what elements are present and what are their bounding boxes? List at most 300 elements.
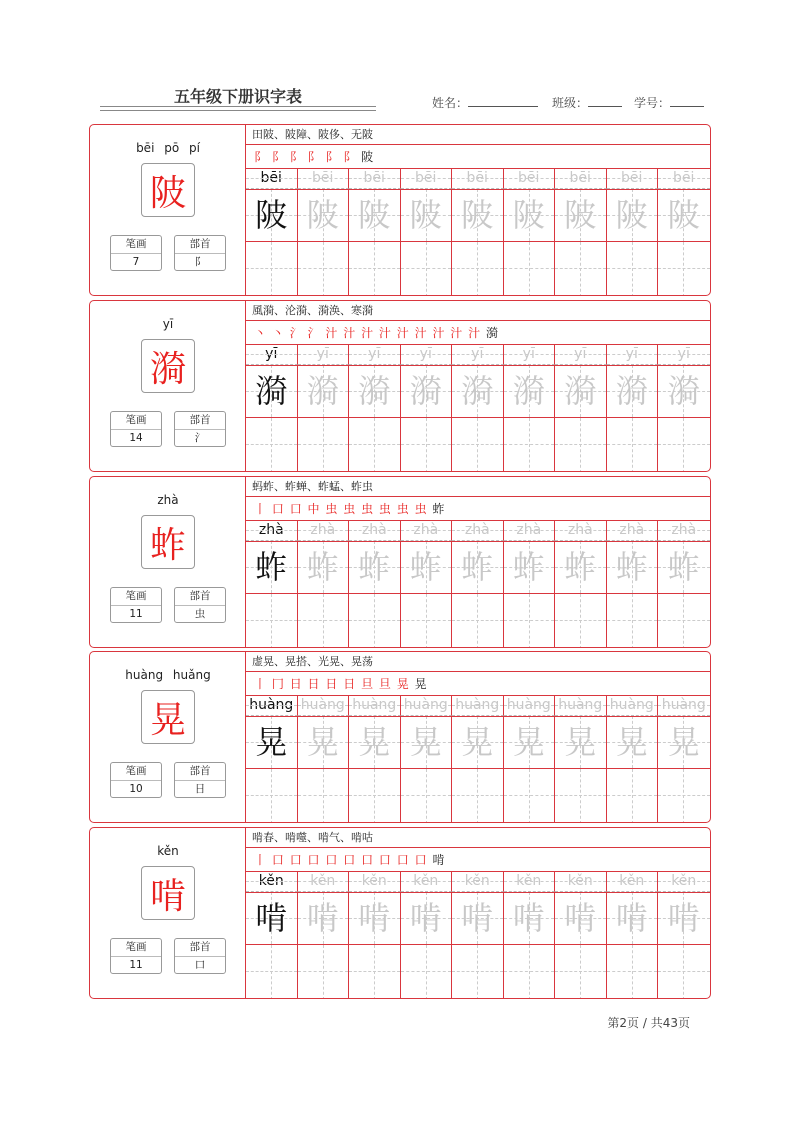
pinyin-text: huàng — [455, 697, 500, 713]
tracing-cell[interactable] — [504, 716, 556, 768]
pinyin-text: bēi — [673, 170, 695, 186]
tracing-cell[interactable] — [349, 541, 401, 593]
example-words: 蚂蚱、蚱蝉、蚱蜢、蚱虫 — [246, 477, 711, 497]
tracing-cell[interactable] — [298, 541, 350, 593]
tracing-character: 漪 — [564, 372, 597, 410]
grid-guide-v — [477, 769, 478, 823]
radical-box — [174, 587, 226, 623]
name-blank[interactable] — [468, 94, 538, 107]
tracing-cell[interactable] — [555, 365, 607, 417]
student-id-field[interactable] — [634, 94, 704, 111]
stroke-step: 晃 — [396, 677, 410, 691]
tracing-cell[interactable] — [555, 892, 607, 944]
tracing-character: 漪 — [512, 372, 545, 410]
tracing-cell[interactable] — [607, 541, 659, 593]
tracing-cell[interactable] — [607, 189, 659, 241]
tracing-cell[interactable] — [452, 541, 504, 593]
pinyin-cell[interactable] — [246, 872, 298, 892]
example-words: 風漪、沦漪、漪涣、寒漪 — [246, 301, 711, 321]
stroke-step: 虫 — [378, 502, 392, 516]
tracing-character: 蚱 — [409, 548, 442, 586]
writing-cell[interactable] — [504, 944, 556, 999]
pinyin-guide — [658, 881, 710, 882]
pinyin-text: yī — [265, 346, 278, 362]
pinyin-cell[interactable] — [298, 521, 350, 541]
stroke-step: 日 — [307, 677, 321, 691]
tracing-character: 啃 — [461, 899, 494, 937]
practice-grid — [246, 652, 711, 822]
pinyin-guide — [607, 178, 658, 179]
pinyin-cell[interactable] — [401, 169, 453, 189]
writing-cell[interactable] — [452, 241, 504, 296]
grid-guide-v — [580, 769, 581, 823]
pinyin-cell[interactable] — [504, 696, 556, 716]
stroke-count-value: 11 — [129, 959, 143, 971]
pinyin-cell[interactable] — [607, 696, 659, 716]
stroke-step: 虫 — [361, 502, 375, 516]
pinyin-cell[interactable] — [555, 521, 607, 541]
character-info-panel — [90, 477, 246, 647]
pinyin-cell[interactable] — [298, 345, 350, 365]
writing-cell[interactable] — [658, 417, 710, 472]
writing-cell[interactable] — [452, 593, 504, 648]
tracing-cell[interactable] — [401, 716, 453, 768]
stroke-step: 丶 — [271, 326, 285, 340]
pinyin-cell[interactable] — [298, 169, 350, 189]
tracing-cell[interactable] — [607, 365, 659, 417]
tracing-cell[interactable] — [658, 541, 710, 593]
tracing-cell[interactable] — [658, 365, 710, 417]
writing-cell[interactable] — [452, 944, 504, 999]
tracing-character: 陂 — [461, 196, 494, 234]
tracing-character: 陂 — [358, 196, 391, 234]
pinyin-cell[interactable] — [401, 521, 453, 541]
page-indicator: 第2页 / 共43页 — [607, 1016, 690, 1030]
tracing-cell[interactable] — [504, 189, 556, 241]
grid-guide-v — [529, 242, 530, 296]
pinyin-cell[interactable] — [658, 696, 710, 716]
pinyin-cell[interactable] — [452, 345, 504, 365]
stroke-step: 日 — [289, 677, 303, 691]
pinyin-text: zhà — [258, 522, 284, 538]
tracing-cell[interactable] — [298, 189, 350, 241]
writing-cell[interactable] — [298, 417, 350, 472]
stroke-step: 阝 — [343, 150, 357, 164]
pinyin-guide — [658, 530, 710, 531]
stroke-step: 口 — [289, 502, 303, 516]
pinyin-text: zhà — [516, 522, 542, 538]
pinyin-cell[interactable] — [349, 345, 401, 365]
stroke-order — [246, 497, 711, 521]
stroke-step: 口 — [414, 853, 428, 867]
tracing-cell[interactable] — [349, 365, 401, 417]
class-blank[interactable] — [588, 94, 622, 107]
tracing-cell[interactable] — [401, 541, 453, 593]
student-id-blank[interactable] — [670, 94, 704, 107]
pinyin-cell[interactable] — [452, 696, 504, 716]
pinyin-cell[interactable] — [401, 345, 453, 365]
pinyin-cell[interactable] — [555, 696, 607, 716]
pinyin-guide — [401, 354, 452, 355]
tracing-character: 陂 — [409, 196, 442, 234]
writing-cell[interactable] — [452, 417, 504, 472]
stroke-count-value: 10 — [129, 783, 143, 795]
writing-cell[interactable] — [555, 241, 607, 296]
writing-cell[interactable] — [504, 417, 556, 472]
worksheet-header — [0, 0, 800, 120]
pinyin-cell[interactable] — [658, 521, 710, 541]
pinyin-text: huàng — [558, 697, 603, 713]
writing-cell[interactable] — [607, 241, 659, 296]
writing-cell[interactable] — [607, 593, 659, 648]
tracing-character: 漪 — [358, 372, 391, 410]
tracing-cell[interactable] — [246, 716, 298, 768]
stroke-step: 日 — [325, 677, 339, 691]
tracing-cell[interactable] — [246, 365, 298, 417]
radical-box — [174, 762, 226, 798]
stroke-count-label: 笔画 — [111, 763, 161, 781]
pinyin-cell[interactable] — [607, 521, 659, 541]
character-info-panel — [90, 652, 246, 822]
writing-cell[interactable] — [298, 593, 350, 648]
stroke-step: 虫 — [414, 502, 428, 516]
writing-cell[interactable] — [246, 944, 298, 999]
pinyin-cell[interactable] — [555, 169, 607, 189]
stroke-count-value: 11 — [129, 608, 143, 620]
pinyin-cell[interactable] — [349, 872, 401, 892]
pinyin-guide — [555, 354, 606, 355]
tracing-character: 晃 — [615, 723, 648, 761]
writing-cell[interactable] — [401, 593, 453, 648]
writing-cell[interactable] — [349, 241, 401, 296]
pinyin-cell[interactable] — [658, 345, 710, 365]
writing-cell[interactable] — [504, 768, 556, 823]
class-field[interactable] — [552, 94, 622, 111]
tracing-cell[interactable] — [246, 189, 298, 241]
tracing-character: 晃 — [358, 723, 391, 761]
character-pinyin: yī — [162, 317, 174, 331]
pinyin-cell[interactable] — [452, 169, 504, 189]
stroke-step: 氵 — [307, 326, 321, 340]
tracing-cell[interactable] — [452, 892, 504, 944]
tracing-cell[interactable] — [452, 716, 504, 768]
class-label: 班级： — [552, 96, 589, 110]
tracing-character: 漪 — [615, 372, 648, 410]
character-info-panel — [90, 125, 246, 295]
tracing-cell[interactable] — [298, 892, 350, 944]
tracing-cell[interactable] — [349, 892, 401, 944]
writing-cell[interactable] — [658, 241, 710, 296]
tracing-character: 漪 — [409, 372, 442, 410]
pinyin-cell[interactable] — [504, 345, 556, 365]
writing-cell[interactable] — [401, 417, 453, 472]
pinyin-guide — [401, 881, 452, 882]
pinyin-cell[interactable] — [246, 696, 298, 716]
pinyin-cell[interactable] — [298, 872, 350, 892]
practice-grid — [246, 477, 711, 647]
stroke-step: 汁 — [361, 326, 375, 340]
writing-cell[interactable] — [658, 593, 710, 648]
writing-cell[interactable] — [246, 241, 298, 296]
pinyin-cell[interactable] — [504, 169, 556, 189]
writing-cell[interactable] — [504, 593, 556, 648]
stroke-count-box — [110, 938, 162, 974]
character-pinyin: kěn — [157, 844, 179, 858]
tracing-cell[interactable] — [298, 365, 350, 417]
pinyin-text: yī — [419, 346, 432, 362]
stroke-order — [246, 672, 711, 696]
pinyin-guide — [452, 178, 503, 179]
tracing-character: 蚱 — [615, 548, 648, 586]
writing-cell[interactable] — [298, 768, 350, 823]
grid-divider — [246, 716, 711, 717]
writing-cell[interactable] — [555, 768, 607, 823]
character-display: 漪 — [141, 339, 195, 393]
pinyin-text: bēi — [621, 170, 643, 186]
tracing-cell[interactable] — [504, 892, 556, 944]
pinyin-cell[interactable] — [504, 872, 556, 892]
pinyin-cell[interactable] — [607, 872, 659, 892]
writing-cell[interactable] — [349, 417, 401, 472]
stroke-step: 漪 — [485, 326, 499, 340]
pinyin-cell[interactable] — [401, 696, 453, 716]
pinyin-cell[interactable] — [452, 872, 504, 892]
tracing-character: 啃 — [667, 899, 700, 937]
writing-cell[interactable] — [349, 944, 401, 999]
stroke-step: 丨 — [254, 853, 268, 867]
pinyin-cell[interactable] — [555, 872, 607, 892]
pinyin-cell[interactable] — [349, 169, 401, 189]
pinyin-text: bēi — [260, 170, 282, 186]
pinyin-text: zhà — [567, 522, 593, 538]
tracing-character: 漪 — [255, 372, 288, 410]
pinyin-cell[interactable] — [607, 169, 659, 189]
stroke-step: 口 — [271, 853, 285, 867]
tracing-character: 陂 — [667, 196, 700, 234]
pinyin-guide — [504, 705, 555, 706]
grid-guide-v — [529, 594, 530, 648]
radical-box — [174, 938, 226, 974]
writing-cell[interactable] — [607, 417, 659, 472]
stroke-step: 旦 — [361, 677, 375, 691]
tracing-cell[interactable] — [246, 892, 298, 944]
grid-guide-v — [580, 418, 581, 472]
tracing-cell[interactable] — [607, 716, 659, 768]
grid-divider — [246, 189, 711, 190]
pinyin-text: yī — [574, 346, 587, 362]
tracing-character: 陂 — [306, 196, 339, 234]
pinyin-guide — [607, 354, 658, 355]
tracing-cell[interactable] — [401, 365, 453, 417]
title-underline — [100, 106, 376, 111]
writing-cell[interactable] — [246, 768, 298, 823]
stroke-step: 晃 — [414, 677, 428, 691]
character-display: 蚱 — [141, 515, 195, 569]
writing-cell[interactable] — [349, 593, 401, 648]
pinyin-cell[interactable] — [401, 872, 453, 892]
stroke-step: 丶 — [254, 326, 268, 340]
tracing-character: 蚱 — [667, 548, 700, 586]
pinyin-guide — [246, 705, 297, 706]
pinyin-guide — [555, 530, 606, 531]
stroke-step: 口 — [289, 853, 303, 867]
tracing-character: 陂 — [255, 196, 288, 234]
writing-cell[interactable] — [401, 944, 453, 999]
pinyin-guide — [349, 354, 400, 355]
pinyin-guide — [452, 530, 503, 531]
pinyin-cell[interactable] — [555, 345, 607, 365]
pinyin-text: kěn — [258, 873, 284, 889]
stroke-step: 口 — [271, 502, 285, 516]
grid-guide-v — [632, 769, 633, 823]
pinyin-cell[interactable] — [658, 169, 710, 189]
radical-box — [174, 235, 226, 271]
writing-cell[interactable] — [401, 768, 453, 823]
writing-cell[interactable] — [349, 768, 401, 823]
tracing-cell[interactable] — [504, 365, 556, 417]
stroke-count-box — [110, 235, 162, 271]
pinyin-cell[interactable] — [658, 872, 710, 892]
tracing-character: 啃 — [358, 899, 391, 937]
grid-guide-v — [426, 769, 427, 823]
stroke-step: 汁 — [450, 326, 464, 340]
grid-guide-v — [580, 594, 581, 648]
tracing-cell[interactable] — [349, 716, 401, 768]
radical-value: 氵 — [194, 432, 206, 444]
stroke-step: 汁 — [378, 326, 392, 340]
tracing-cell[interactable] — [401, 892, 453, 944]
pinyin-guide — [555, 881, 606, 882]
pinyin-text: bēi — [569, 170, 591, 186]
grid-guide-v — [683, 594, 684, 648]
radical-label: 部首 — [175, 412, 225, 430]
stroke-count-label: 笔画 — [111, 588, 161, 606]
writing-cell[interactable] — [658, 944, 710, 999]
tracing-character: 蚱 — [461, 548, 494, 586]
writing-cell[interactable] — [401, 241, 453, 296]
grid-guide-v — [374, 242, 375, 296]
pinyin-text: huàng — [506, 697, 551, 713]
grid-guide-v — [683, 945, 684, 999]
stroke-step: 口 — [307, 853, 321, 867]
example-words: 啃春、啃噬、啃气、啃咕 — [246, 828, 711, 848]
grid-guide-v — [426, 594, 427, 648]
tracing-cell[interactable] — [607, 892, 659, 944]
pinyin-guide — [504, 354, 555, 355]
stroke-step: 阝 — [325, 150, 339, 164]
tracing-cell[interactable] — [555, 541, 607, 593]
grid-guide-v — [323, 242, 324, 296]
grid-guide-v — [323, 945, 324, 999]
tracing-cell[interactable] — [658, 189, 710, 241]
writing-cell[interactable] — [246, 417, 298, 472]
tracing-cell[interactable] — [555, 189, 607, 241]
stroke-step: 氵 — [289, 326, 303, 340]
writing-cell[interactable] — [658, 768, 710, 823]
pinyin-cell[interactable] — [504, 521, 556, 541]
pinyin-cell[interactable] — [349, 521, 401, 541]
character-info-panel — [90, 828, 246, 998]
stroke-step: 汁 — [343, 326, 357, 340]
writing-cell[interactable] — [298, 241, 350, 296]
name-field[interactable] — [432, 94, 538, 111]
stroke-step: 汁 — [325, 326, 339, 340]
grid-guide-v — [323, 594, 324, 648]
pinyin-cell[interactable] — [607, 345, 659, 365]
pinyin-text: bēi — [312, 170, 334, 186]
pinyin-text: huàng — [403, 697, 448, 713]
grid-guide-v — [632, 594, 633, 648]
tracing-character: 晃 — [255, 723, 288, 761]
tracing-cell[interactable] — [658, 716, 710, 768]
tracing-cell[interactable] — [452, 365, 504, 417]
tracing-cell[interactable] — [555, 716, 607, 768]
pinyin-text: huàng — [609, 697, 654, 713]
writing-cell[interactable] — [246, 593, 298, 648]
pinyin-cell[interactable] — [246, 345, 298, 365]
tracing-cell[interactable] — [452, 189, 504, 241]
writing-cell[interactable] — [607, 944, 659, 999]
pinyin-text: bēi — [466, 170, 488, 186]
pinyin-guide — [401, 178, 452, 179]
pinyin-text: huàng — [661, 697, 706, 713]
radical-label: 部首 — [175, 236, 225, 254]
stroke-order — [246, 848, 711, 872]
tracing-character: 蚱 — [306, 548, 339, 586]
pinyin-guide — [555, 178, 606, 179]
pinyin-text: yī — [522, 346, 535, 362]
pinyin-guide — [658, 705, 710, 706]
writing-cell[interactable] — [607, 768, 659, 823]
grid-guide-v — [271, 242, 272, 296]
character-info-panel — [90, 301, 246, 471]
tracing-cell[interactable] — [298, 716, 350, 768]
grid-guide-v — [477, 418, 478, 472]
radical-value: 阝 — [194, 256, 206, 268]
tracing-character: 漪 — [461, 372, 494, 410]
writing-cell[interactable] — [555, 417, 607, 472]
pinyin-guide — [246, 178, 297, 179]
writing-cell[interactable] — [504, 241, 556, 296]
tracing-cell[interactable] — [658, 892, 710, 944]
grid-guide-v — [374, 945, 375, 999]
pinyin-cell[interactable] — [246, 521, 298, 541]
tracing-character: 晃 — [512, 723, 545, 761]
tracing-cell[interactable] — [349, 189, 401, 241]
tracing-cell[interactable] — [401, 189, 453, 241]
grid-guide-v — [374, 769, 375, 823]
pinyin-cell[interactable] — [452, 521, 504, 541]
writing-cell[interactable] — [452, 768, 504, 823]
stroke-step: 日 — [343, 677, 357, 691]
stroke-count-box — [110, 411, 162, 447]
writing-cell[interactable] — [555, 944, 607, 999]
writing-cell[interactable] — [555, 593, 607, 648]
pinyin-cell[interactable] — [246, 169, 298, 189]
pinyin-text: kěn — [361, 873, 387, 889]
pinyin-text: kěn — [464, 873, 490, 889]
stroke-order — [246, 321, 711, 345]
character-display: 啃 — [141, 866, 195, 920]
pinyin-cell[interactable] — [349, 696, 401, 716]
pinyin-cell[interactable] — [298, 696, 350, 716]
pinyin-text: zhà — [464, 522, 490, 538]
tracing-cell[interactable] — [246, 541, 298, 593]
pinyin-text: zhà — [671, 522, 697, 538]
tracing-cell[interactable] — [504, 541, 556, 593]
writing-cell[interactable] — [298, 944, 350, 999]
tracing-character: 晃 — [667, 723, 700, 761]
